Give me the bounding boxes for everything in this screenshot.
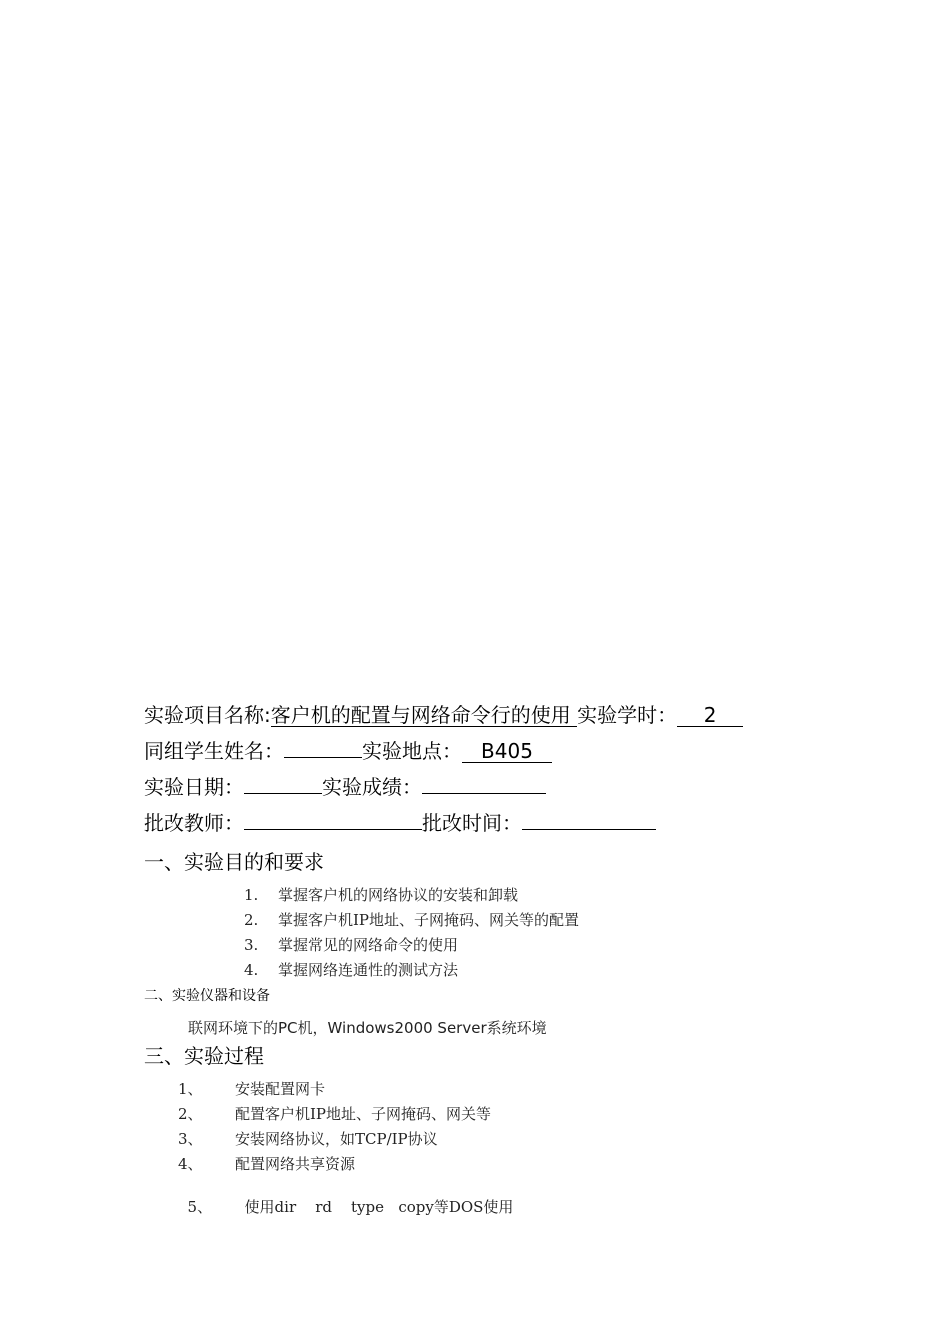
group-place-line (144, 738, 552, 764)
score-value (422, 793, 546, 794)
item-number: 2. (244, 911, 259, 929)
item-text: 掌握客户机的网络协议的安装和卸载 (278, 886, 519, 904)
date-label: 实验日期： (144, 775, 244, 799)
section3-item (178, 1078, 325, 1099)
teacher-time-line (144, 810, 656, 836)
item-number: 2、 (178, 1105, 203, 1123)
section1-item (244, 909, 579, 930)
section3-item (178, 1178, 513, 1217)
score-label: 实验成绩： (322, 775, 422, 799)
time-label: 批改时间： (422, 811, 522, 835)
section3-item (178, 1128, 438, 1149)
item-text: 使用dir rd type copy等DOS使用 (244, 1198, 514, 1216)
item-text: 安装配置网卡 (235, 1080, 326, 1098)
section1-item (244, 934, 458, 955)
section3-item (178, 1103, 491, 1124)
section2-title: 二、实验仪器和设备 (144, 988, 270, 1004)
section3-title: 三、实验过程 (144, 1044, 264, 1068)
project-name-value: 客户机的配置与网络命令行的使用 (271, 704, 577, 727)
item-text: 掌握常见的网络命令的使用 (278, 936, 459, 954)
section1-title: 一、实验目的和要求 (144, 850, 324, 874)
item-text: 安装网络协议，如TCP/IP协议 (235, 1130, 438, 1148)
item-number: 4、 (178, 1155, 203, 1173)
item-text: 配置网络共享资源 (235, 1155, 356, 1173)
item-number: 3、 (178, 1130, 203, 1148)
item-text: 掌握网络连通性的测试方法 (278, 961, 459, 979)
teacher-value (244, 829, 422, 830)
item-text: 掌握客户机IP地址、子网掩码、网关等的配置 (278, 911, 580, 929)
item-number: 3. (244, 936, 259, 954)
hours-label: 实验学时： (577, 703, 678, 727)
date-score-line (144, 774, 546, 800)
item-text: 配置客户机IP地址、子网掩码、网关等 (235, 1105, 492, 1123)
hours-value: 2 (677, 704, 743, 727)
place-value: B405 (462, 740, 552, 763)
section3-item (178, 1153, 355, 1174)
item-number: 5、 (187, 1198, 213, 1216)
place-label: 实验地点： (362, 739, 462, 763)
date-value (244, 793, 322, 794)
project-name-label: 实验项目名称: (144, 703, 271, 727)
item-number: 1. (244, 886, 259, 904)
section1-item (244, 959, 458, 980)
group-value (284, 757, 362, 758)
section2-text: 联网环境下的PC机，Windows2000 Server系统环境 (188, 1019, 547, 1037)
item-number: 4. (244, 961, 259, 979)
item-number: 1、 (178, 1080, 203, 1098)
time-value (522, 829, 656, 830)
group-label: 同组学生姓名： (144, 739, 284, 763)
project-name-line (144, 702, 743, 728)
teacher-label: 批改教师： (144, 811, 244, 835)
section1-item (244, 884, 518, 905)
